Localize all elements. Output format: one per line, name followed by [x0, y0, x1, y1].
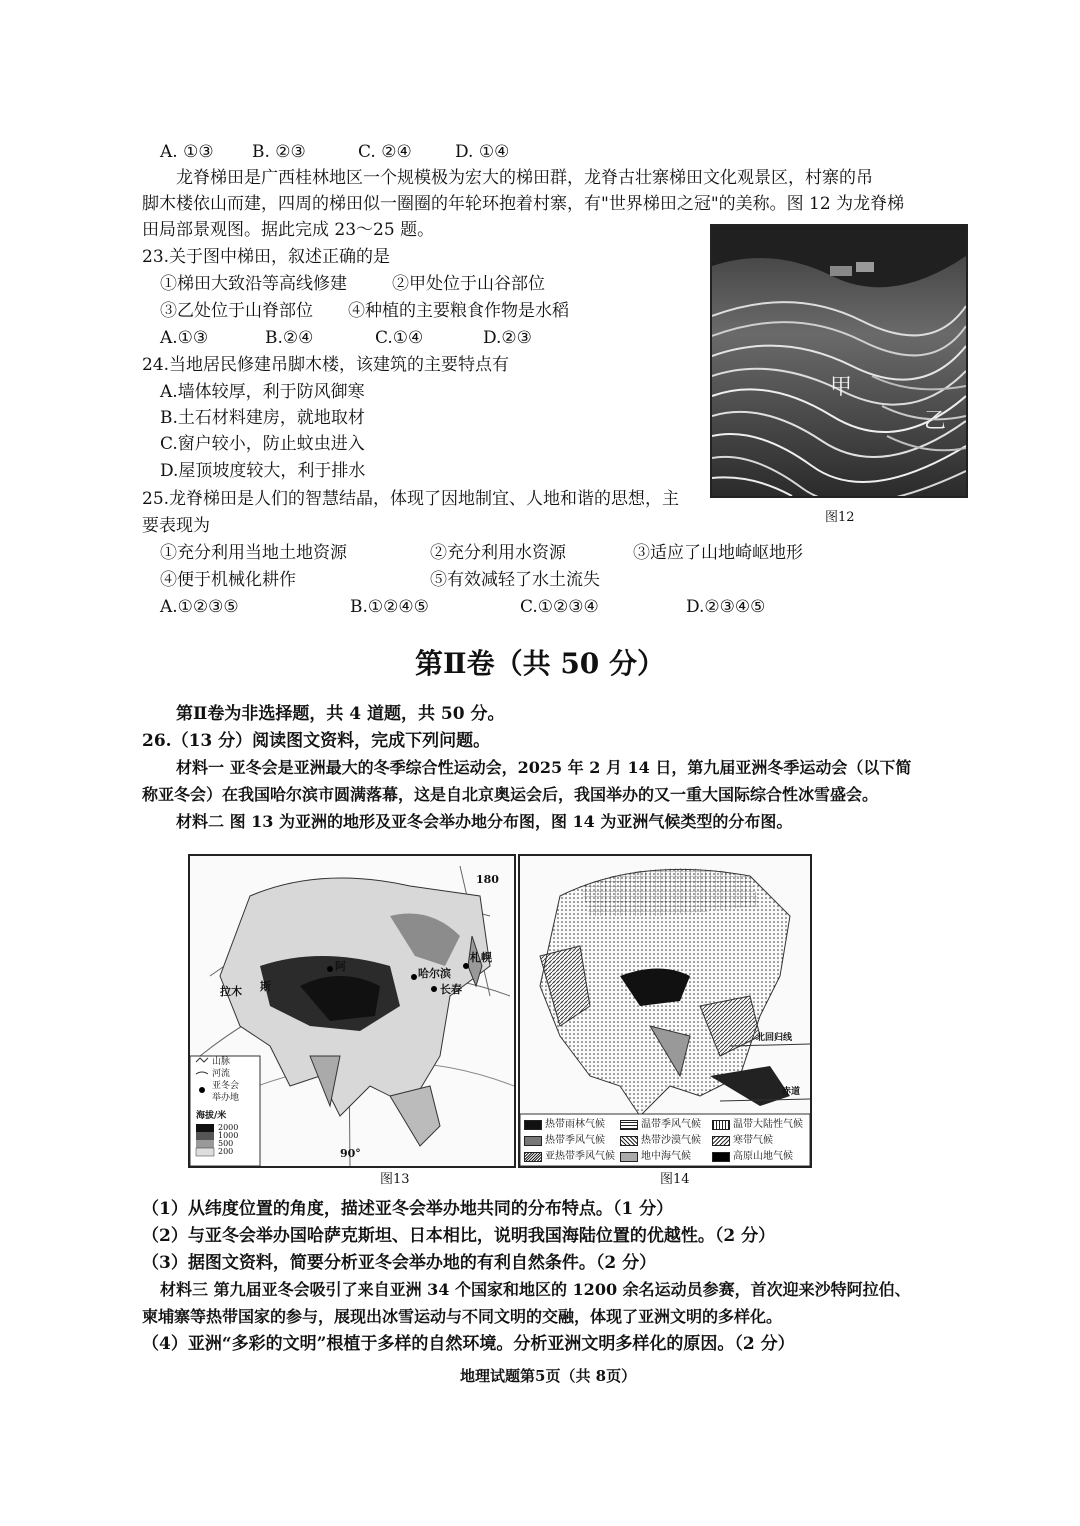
q25-statement-2: ②充分利用水资源: [430, 543, 566, 563]
q23-option-b: B.②④: [265, 328, 314, 348]
q23-statement-2: ②甲处位于山谷部位: [392, 274, 545, 294]
q24-option-a: A.墙体较厚，利于防风御寒: [160, 382, 365, 402]
legend-elev-500: 500: [218, 1139, 234, 1148]
q26-material-3-line-2: 柬埔寨等热带国家的参与，展现出冰雪运动与不同文明的交融，体现了亚洲文明的多样化。: [142, 1307, 783, 1326]
legend-highland: 高原山地气候: [712, 1151, 793, 1163]
q23-stem: 23.关于图中梯田，叙述正确的是: [142, 247, 391, 267]
legend-temperate-monsoon: 温带季风气候: [620, 1119, 701, 1131]
legend-elev-200: 200: [218, 1147, 234, 1156]
legend-elev-2000: 2000: [218, 1123, 239, 1132]
q26-material-1-line-2: 称亚冬会）在我国哈尔滨市圆满落幕，这是自北京奥运会后，我国举办的又一重大国际综合性冰雪盛会。: [142, 785, 879, 804]
q23-statement-3: ③乙处位于山脊部位: [160, 301, 313, 321]
q25-stem-line-1: 25.龙脊梯田是人们的智慧结晶，体现了因地制宜、人地和谐的思想，主: [142, 489, 680, 509]
map13-longitude-90: 90°: [340, 1147, 361, 1160]
q23-option-a: A.①③: [160, 328, 209, 348]
map13-label-lamu: 拉木: [220, 985, 242, 998]
part-2-title: 第Ⅱ卷（共 50 分）: [414, 647, 666, 680]
legend-elev-1000: 1000: [218, 1131, 239, 1140]
figure-14-map: [518, 854, 812, 1168]
map13-label-si: 斯: [260, 980, 271, 993]
q25-statement-1: ①充分利用当地土地资源: [160, 543, 347, 563]
legend-river: 河流: [212, 1069, 231, 1079]
intro-line-1: 龙脊梯田是广西桂林地区一个规模极为宏大的梯田群，龙脊古壮寨梯田文化观景区，村寨的吊: [176, 168, 873, 188]
figure-12-caption: 图12: [825, 510, 855, 525]
legend-tropical-rainforest: 热带雨林气候: [524, 1119, 605, 1131]
q26-material-3-line-1: 材料三 第九届亚冬会吸引了来自亚洲 34 个国家和地区的 1200 余名运动员参赛，首次迎来沙特阿拉伯、: [160, 1280, 911, 1299]
asia-terrain-map: [190, 856, 514, 1166]
q26-material-2: 材料二 图 13 为亚洲的地形及亚冬会举办地分布图，图 14 为亚洲气候类型的分布图。: [176, 812, 793, 831]
q25-option-a: A.①②③⑤: [160, 597, 239, 617]
page-footer: 地理试题第5页（共 8页）: [460, 1367, 637, 1385]
q22-option-d: D. ①④: [455, 142, 510, 162]
map13-city-harbin: 哈尔滨: [418, 967, 451, 980]
q22-option-a: A. ①③: [160, 142, 214, 162]
q23-option-c: C.①④: [375, 328, 424, 348]
legend-temperate-continental: 温带大陆性气候: [712, 1119, 803, 1131]
q22-option-b: B. ②③: [252, 142, 306, 162]
intro-line-2: 脚木楼依山而建，四周的梯田似一圈圈的年轮环抱着村寨，有"世界梯田之冠"的美称。图 12 为龙脊梯: [142, 194, 905, 214]
q25-option-b: B.①②④⑤: [350, 597, 429, 617]
legend-polar: 寒带气候: [712, 1135, 773, 1147]
q24-option-d: D.屋顶坡度较大，利于排水: [160, 461, 366, 481]
map13-city-changchun: 长春: [440, 983, 462, 996]
part-2-note: 第Ⅱ卷为非选择题，共 4 道题，共 50 分。: [176, 704, 505, 724]
intro-line-3: 田局部景观图。据此完成 23～25 题。: [142, 220, 435, 240]
figure-13-map: [188, 854, 516, 1168]
legend-host-city: 亚冬会: [212, 1081, 240, 1091]
q23-statement-4: ④种植的主要粮食作物是水稻: [348, 301, 569, 321]
q26-stem: 26.（13 分）阅读图文资料，完成下列问题。: [142, 731, 491, 751]
q24-option-c: C.窗户较小，防止蚊虫进入: [160, 434, 365, 454]
q26-sub-1: （1）从纬度位置的角度，描述亚冬会举办地共同的分布特点。（1 分）: [142, 1199, 674, 1219]
q25-statement-3: ③适应了山地崎岖地形: [633, 543, 803, 563]
q26-sub-2: （2）与亚冬会举办国哈萨克斯坦、日本相比，说明我国海陆位置的优越性。（2 分）: [142, 1226, 776, 1246]
q22-option-c: C. ②④: [358, 142, 412, 162]
map13-longitude-180: 180: [476, 873, 499, 886]
q24-stem: 24.当地居民修建吊脚木楼，该建筑的主要特点有: [142, 355, 510, 375]
map14-equator-label: 赤道: [782, 1087, 801, 1097]
figure-12-photo: [710, 224, 968, 498]
map14-tropic-label: 北回归线: [756, 1033, 793, 1043]
map13-city-label-a: 阿: [335, 960, 346, 973]
legend-elevation-title: 海拔/米: [196, 1111, 227, 1121]
label-jia: 甲: [830, 375, 853, 400]
q26-sub-3: （3）据图文资料，简要分析亚冬会举办地的有利自然条件。（2 分）: [142, 1253, 657, 1273]
figure-14-caption: 图14: [660, 1172, 690, 1187]
q25-option-c: C.①②③④: [520, 597, 599, 617]
q25-statement-4: ④便于机械化耕作: [160, 570, 296, 590]
q25-stem-line-2: 要表现为: [142, 516, 210, 536]
legend-tropical-desert: 热带沙漠气候: [620, 1135, 701, 1147]
q23-option-d: D.②③: [483, 328, 532, 348]
legend-host-city-2: 举办地: [212, 1093, 240, 1103]
q23-statement-1: ①梯田大致沿等高线修建: [160, 274, 347, 294]
label-yi: 乙: [924, 409, 947, 434]
legend-tropical-monsoon: 热带季风气候: [524, 1135, 605, 1147]
q24-option-b: B.土石材料建房，就地取材: [160, 408, 365, 428]
legend-mountain: 山脉: [212, 1057, 231, 1067]
q26-sub-4: （4）亚洲“多彩的文明”根植于多样的自然环境。分析亚洲文明多样化的原因。（2 分）: [142, 1334, 795, 1354]
legend-subtropical-monsoon: 亚热带季风气候: [524, 1151, 615, 1163]
map13-city-sapporo: 札幌: [470, 951, 492, 964]
terrace-illustration: [712, 226, 966, 496]
q25-statement-5: ⑤有效减轻了水土流失: [430, 570, 600, 590]
figure-13-caption: 图13: [380, 1172, 410, 1187]
q25-option-d: D.②③④⑤: [686, 597, 766, 617]
legend-mediterranean: 地中海气候: [620, 1151, 691, 1163]
q26-material-1-line-1: 材料一 亚冬会是亚洲最大的冬季综合性运动会，2025 年 2 月 14 日，第九届亚洲冬季运动会（以下简: [176, 758, 912, 777]
